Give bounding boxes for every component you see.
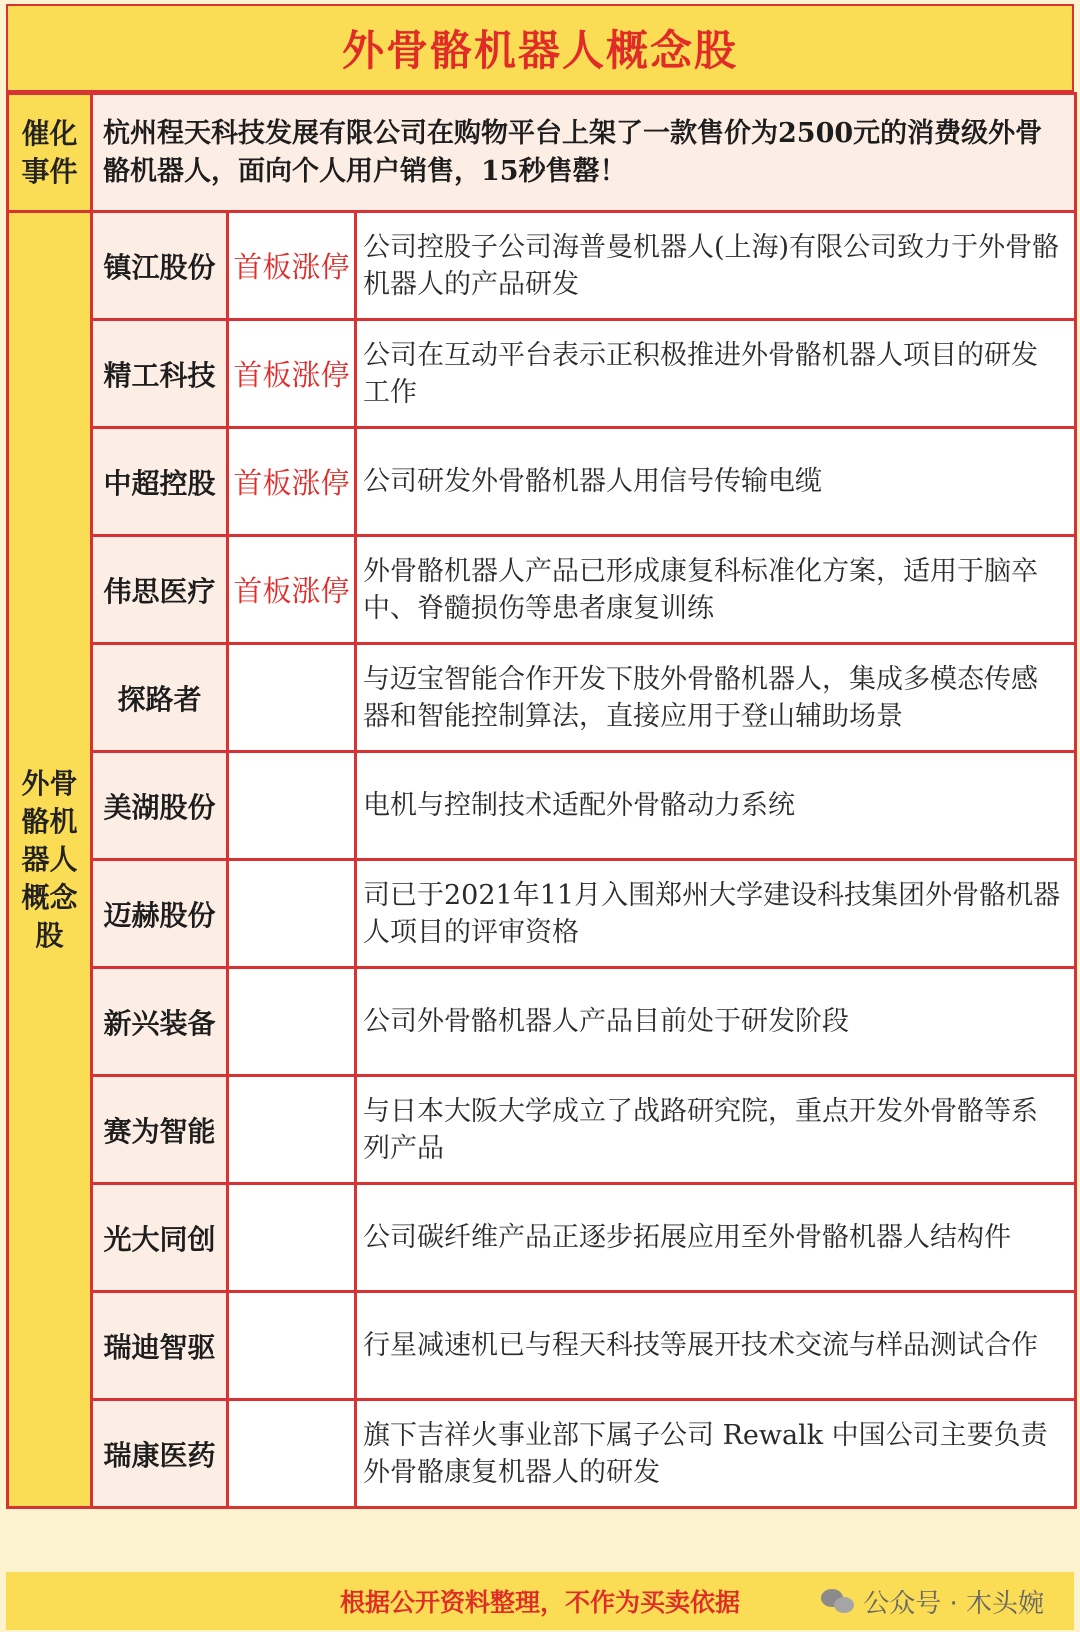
company-name: 伟思医疗 <box>92 536 228 644</box>
table-row <box>8 212 1076 320</box>
table-row <box>8 320 1076 428</box>
event-row <box>8 94 1076 212</box>
wechat-icon <box>821 1587 855 1615</box>
status-badge: 首板涨停 <box>228 212 356 320</box>
status-badge <box>228 1400 356 1508</box>
status-badge: 首板涨停 <box>228 536 356 644</box>
company-description: 公司外骨骼机器人产品目前处于研发阶段 <box>356 968 1076 1076</box>
table-row <box>8 428 1076 536</box>
status-badge <box>228 1184 356 1292</box>
company-description: 公司控股子公司海普曼机器人(上海)有限公司致力于外骨骼机器人的产品研发 <box>356 212 1076 320</box>
concept-stock-table <box>6 92 1077 1509</box>
company-name: 新兴装备 <box>92 968 228 1076</box>
table-row <box>8 752 1076 860</box>
company-name: 瑞康医药 <box>92 1400 228 1508</box>
category-label-text: 外骨 骼机 器人 概念 股 <box>21 766 78 952</box>
watermark-text: 公众号 · 木头婉 <box>863 1588 1044 1619</box>
category-label <box>8 212 92 1508</box>
table-row <box>8 968 1076 1076</box>
company-name: 美湖股份 <box>92 752 228 860</box>
table-row <box>8 1184 1076 1292</box>
company-name: 中超控股 <box>92 428 228 536</box>
table-body <box>8 94 1076 1508</box>
company-description: 外骨骼机器人产品已形成康复科标准化方案，适用于脑卒中、脊髓损伤等患者康复训练 <box>356 536 1076 644</box>
title-bar <box>6 4 1074 92</box>
footer <box>6 1572 1074 1630</box>
event-text: 杭州程天科技发展有限公司在购物平台上架了一款售价为2500元的消费级外骨骼机器人，面向个人用户销售，15秒售罄！ <box>92 94 1076 212</box>
company-description: 公司在互动平台表示正积极推进外骨骼机器人项目的研发工作 <box>356 320 1076 428</box>
table-row <box>8 1292 1076 1400</box>
company-description: 与日本大阪大学成立了战路研究院，重点开发外骨骼等系列产品 <box>356 1076 1076 1184</box>
status-badge <box>228 968 356 1076</box>
company-description: 电机与控制技术适配外骨骼动力系统 <box>356 752 1076 860</box>
company-name: 镇江股份 <box>92 212 228 320</box>
company-description: 与迈宝智能合作开发下肢外骨骼机器人，集成多模态传感器和智能控制算法，直接应用于登山辅助场景 <box>356 644 1076 752</box>
company-description: 司已于2021年11月入围郑州大学建设科技集团外骨骼机器人项目的评审资格 <box>356 860 1076 968</box>
company-description: 公司碳纤维产品正逐步拓展应用至外骨骼机器人结构件 <box>356 1184 1076 1292</box>
event-label <box>8 94 92 212</box>
company-description: 公司研发外骨骼机器人用信号传输电缆 <box>356 428 1076 536</box>
company-name: 光大同创 <box>92 1184 228 1292</box>
status-badge <box>228 1292 356 1400</box>
status-badge: 首板涨停 <box>228 320 356 428</box>
company-name: 迈赫股份 <box>92 860 228 968</box>
table-row <box>8 644 1076 752</box>
watermark <box>821 1572 1044 1630</box>
status-badge <box>228 860 356 968</box>
status-badge <box>228 644 356 752</box>
table-row <box>8 1400 1076 1508</box>
status-badge <box>228 1076 356 1184</box>
company-description: 旗下吉祥火事业部下属子公司 Rewalk 中国公司主要负责外骨骼康复机器人的研发 <box>356 1400 1076 1508</box>
status-badge: 首板涨停 <box>228 428 356 536</box>
table-row <box>8 860 1076 968</box>
company-name: 瑞迪智驱 <box>92 1292 228 1400</box>
company-name: 探路者 <box>92 644 228 752</box>
table-row <box>8 1076 1076 1184</box>
event-label-text: 催化 事件 <box>21 116 78 188</box>
status-badge <box>228 752 356 860</box>
company-name: 精工科技 <box>92 320 228 428</box>
company-description: 行星减速机已与程天科技等展开技术交流与样品测试合作 <box>356 1292 1076 1400</box>
table-row <box>8 536 1076 644</box>
company-name: 赛为智能 <box>92 1076 228 1184</box>
disclaimer: 根据公开资料整理，不作为买卖依据 <box>339 1588 740 1617</box>
page-title: 外骨骼机器人概念股 <box>341 26 738 75</box>
